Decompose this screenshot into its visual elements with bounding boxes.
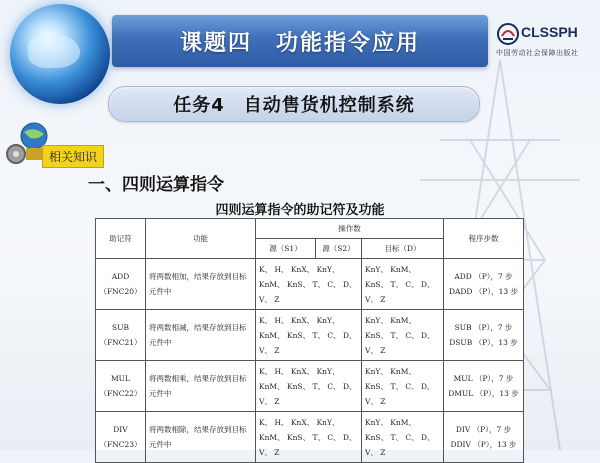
steps-16bit-text: MUL （P），7 步 — [453, 374, 514, 383]
function-code-text: （FNC20） — [99, 287, 142, 296]
mnemonic-text: SUB — [112, 323, 129, 332]
course-header-bar — [112, 15, 488, 67]
function-cell: 将两数相加，结果存放到目标元件中 — [146, 259, 256, 310]
table-row — [96, 412, 524, 463]
publisher-logo-subtitle: 中国劳动社会保障出版社 — [496, 49, 579, 57]
mnemonic-text: MUL — [111, 374, 130, 383]
function-code-text: （FNC23） — [99, 440, 142, 449]
program-steps-cell — [444, 259, 524, 310]
mnemonic-cell — [96, 310, 146, 361]
function-cell: 将两数相乘，结果存放到目标元件中 — [146, 361, 256, 412]
header-steps: 程序步数 — [444, 219, 524, 259]
table-row — [96, 259, 524, 310]
publisher-emblem-icon — [496, 22, 520, 46]
course-title: 课题四 功能指令应用 — [179, 30, 420, 56]
publisher-logo — [494, 18, 598, 62]
mnemonic-text: ADD — [111, 272, 130, 281]
mnemonic-cell — [96, 361, 146, 412]
publisher-logo-text: CLSSPH — [521, 24, 578, 40]
mnemonic-cell — [96, 412, 146, 463]
source-operands-cell: K、 H、 KnX、 KnY、 KnM、 KnS、 T、 C、 D、 V、 Z — [256, 310, 362, 361]
table-caption: 四则运算指令的助记符及功能 — [215, 203, 385, 218]
header-src1: 源（S1） — [256, 239, 316, 259]
header-dest: 目标（D） — [362, 239, 444, 259]
header-src2: 源（S2） — [316, 239, 362, 259]
function-cell: 将两数相减，结果存放到目标元件中 — [146, 310, 256, 361]
program-steps-cell — [444, 412, 524, 463]
mnemonic-cell — [96, 259, 146, 310]
destination-operands-cell: KnY、 KnM、 KnS、 T、 C、 D、 V、 Z — [362, 310, 444, 361]
header-mnemonic: 助记符 — [96, 219, 146, 259]
source-operands-cell: K、 H、 KnX、 KnY、 KnM、 KnS、 T、 C、 D、 V、 Z — [256, 412, 362, 463]
header-function: 功能 — [146, 219, 256, 259]
mnemonic-text: DIV — [113, 425, 128, 434]
globe-logo-icon — [10, 4, 110, 104]
destination-operands-cell: KnY、 KnM、 KnS、 T、 C、 D、 V、 Z — [362, 361, 444, 412]
steps-32bit-text: DADD （P），13 步 — [448, 287, 519, 296]
steps-16bit-text: SUB （P），7 步 — [454, 323, 513, 332]
steps-32bit-text: DDIV （P），13 步 — [450, 440, 517, 449]
table-row — [96, 361, 524, 412]
steps-32bit-text: DSUB （P），13 步 — [449, 338, 518, 347]
program-steps-cell — [444, 361, 524, 412]
task-title-bar — [108, 86, 480, 122]
table-row — [96, 310, 524, 361]
program-steps-cell — [444, 310, 524, 361]
destination-operands-cell: KnY、 KnM、 KnS、 T、 C、 D、 V、 Z — [362, 412, 444, 463]
source-operands-cell: K、 H、 KnX、 KnY、 KnM、 KnS、 T、 C、 D、 V、 Z — [256, 259, 362, 310]
function-cell: 将两数相除，结果存放到目标元件中 — [146, 412, 256, 463]
steps-32bit-text: DMUL （P），13 步 — [448, 389, 519, 398]
function-code-text: （FNC22） — [99, 389, 142, 398]
task-title: 任务4 自动售货机控制系统 — [173, 95, 415, 116]
function-code-text: （FNC21） — [99, 338, 142, 347]
steps-16bit-text: ADD （P），7 步 — [454, 272, 513, 281]
instruction-table-container — [95, 218, 523, 457]
steps-16bit-text: DIV （P），7 步 — [455, 425, 512, 434]
header-operands: 操作数 — [256, 219, 444, 239]
destination-operands-cell: KnY、 KnM、 KnS、 T、 C、 D、 V、 Z — [362, 259, 444, 310]
related-knowledge-badge: 相关知识 — [42, 145, 104, 168]
source-operands-cell: K、 H、 KnX、 KnY、 KnM、 KnS、 T、 C、 D、 V、 Z — [256, 361, 362, 412]
arithmetic-instruction-table — [95, 218, 524, 463]
section-heading: 一、四则运算指令 — [88, 175, 224, 195]
